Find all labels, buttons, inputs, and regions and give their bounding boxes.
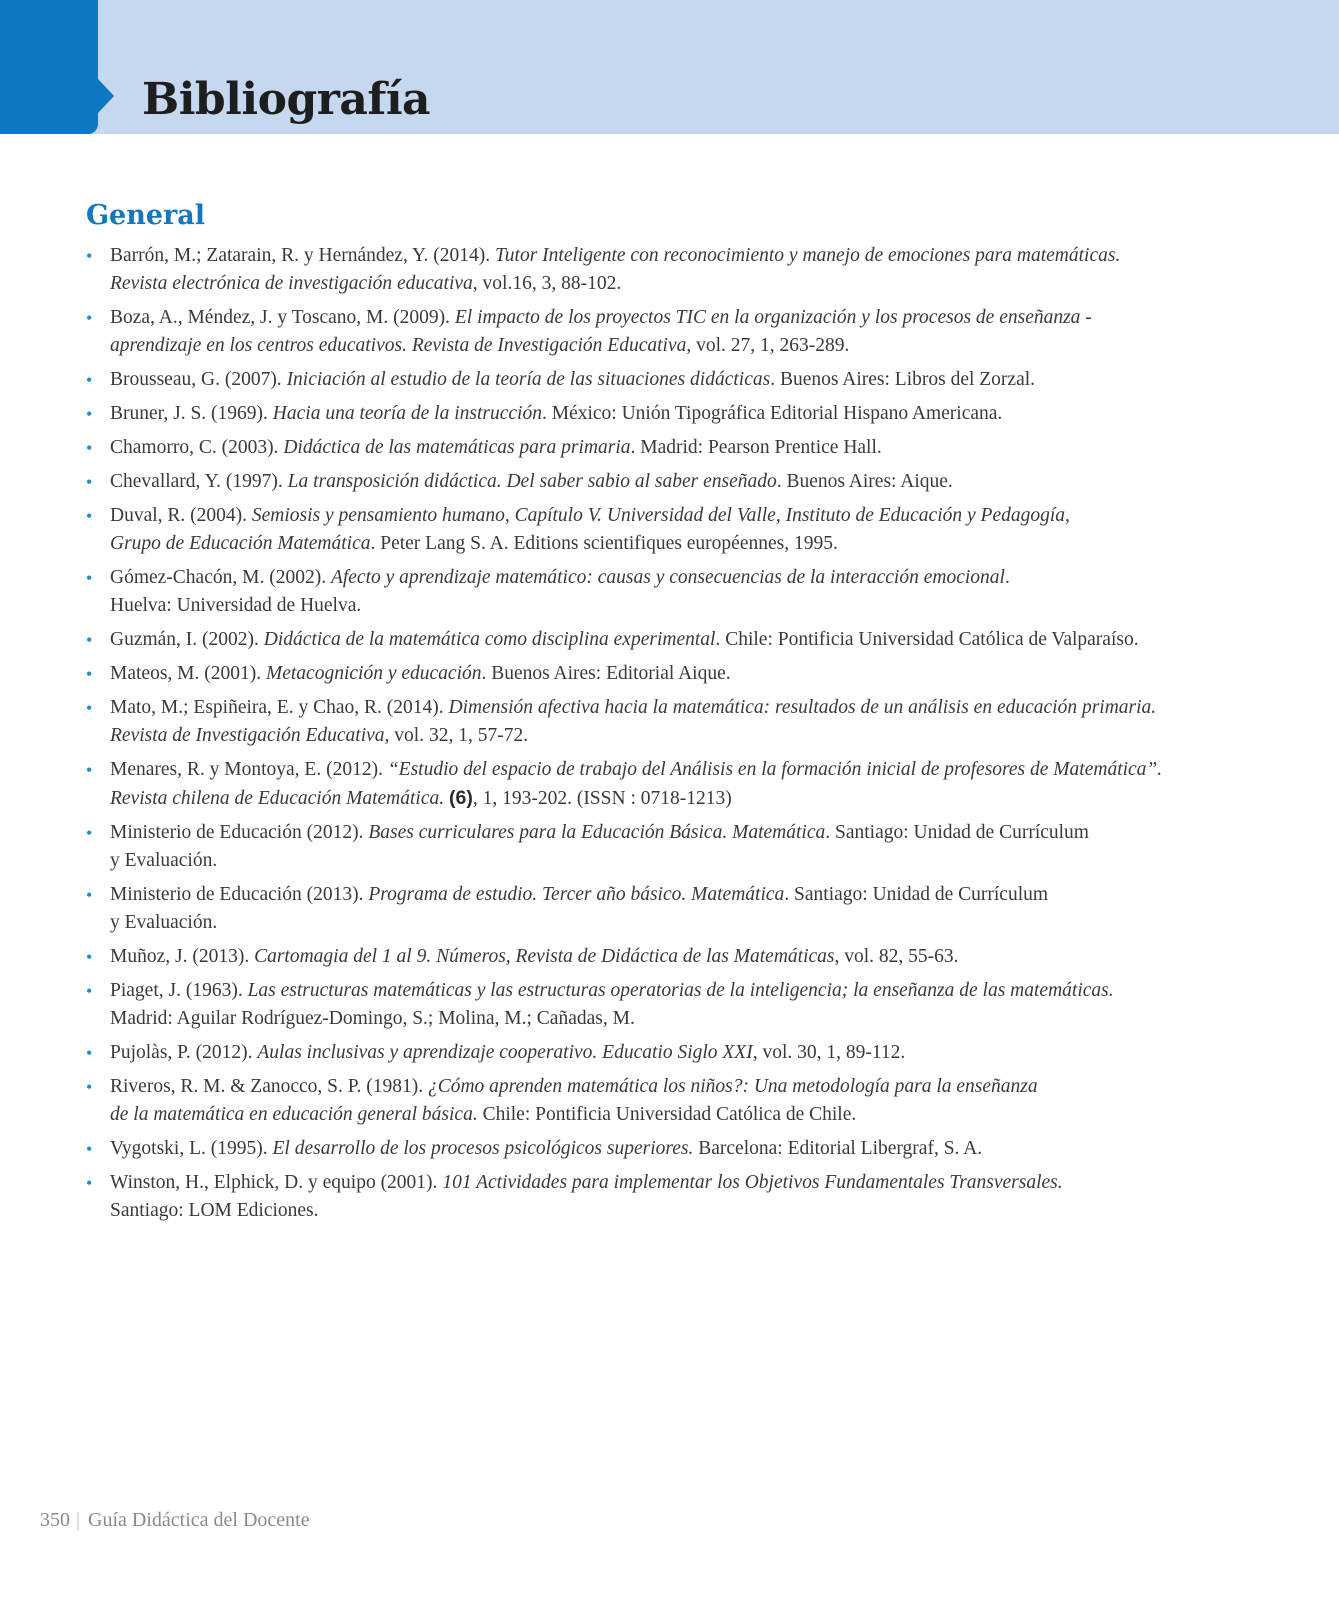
reference-item: [86, 304, 1311, 360]
reference-title-text: Hacia una teoría de la instrucción: [272, 403, 542, 424]
reference-text: Boza, A., Méndez, J. y Toscano, M. (2009).: [110, 307, 455, 328]
reference-title-text: Metacognición y educación: [265, 663, 482, 684]
reference-text: Ministerio de Educación (2013).: [110, 884, 369, 905]
reference-text: Piaget, J. (1963).: [110, 980, 248, 1001]
reference-text: Santiago: LOM Ediciones.: [110, 1200, 319, 1221]
reference-text: y Evaluación.: [110, 850, 218, 871]
reference-text: Guzmán, I. (2002).: [110, 629, 264, 650]
reference-text: Chamorro, C. (2003).: [110, 437, 284, 458]
section-heading-general: General: [86, 200, 206, 231]
reference-item: [86, 366, 1311, 394]
reference-item: [86, 1135, 1311, 1163]
page-title: Bibliografía: [142, 74, 431, 125]
reference-title-text: Cartomagia del 1 al 9. Números, Revista de Didáctica de las Matemáticas: [254, 946, 835, 967]
reference-title-text: “Estudio del espacio de trabajo del Análisis en la formación inicial de profesores de Matemática”.: [387, 759, 1163, 780]
reference-text: Ministerio de Educación (2012).: [110, 822, 369, 843]
reference-item: [86, 660, 1311, 688]
reference-title-text: ¿Cómo aprenden matemática los niños?: Una metodología para la enseñanza: [427, 1076, 1038, 1097]
reference-item: [86, 626, 1311, 654]
reference-title-text: Bases curriculares para la Educación Básica. Matemática: [368, 822, 826, 843]
reference-text: , vol. 27, 1, 263-289.: [686, 335, 850, 356]
reference-text: Mateos, M. (2001).: [110, 663, 266, 684]
reference-title-text: Tutor Inteligente con reconocimiento y manejo de emociones para matemáticas.: [495, 245, 1121, 266]
reference-item: [86, 943, 1311, 971]
reference-title-text: La transposición didáctica. Del saber sabio al saber enseñado: [287, 471, 777, 492]
reference-text: . Chile: Pontificia Universidad Católica de Valparaíso.: [715, 629, 1139, 650]
reference-text: Pujolàs, P. (2012).: [110, 1042, 258, 1063]
reference-title-text: Las estructuras matemáticas y las estructuras operatorias de la inteligencia; la enseñanza de las matemáticas.: [247, 980, 1114, 1001]
reference-title-text: Afecto y aprendizaje matemático: causas y consecuencias de la interacción emocional: [330, 567, 1005, 588]
reference-title-text: 101 Actividades para implementar los Objetivos Fundamentales Transversales.: [442, 1172, 1063, 1193]
page-footer: [40, 1506, 310, 1534]
reference-text: , vol. 30, 1, 89-112.: [752, 1042, 906, 1063]
reference-text: Winston, H., Elphick, D. y equipo (2001).: [110, 1172, 443, 1193]
reference-text: , 1, 193-202. (ISSN : 0718-1213): [472, 788, 732, 809]
reference-title-text: Didáctica de las matemáticas para primaria: [283, 437, 631, 458]
reference-text: Chevallard, Y. (1997).: [110, 471, 288, 492]
reference-title-text: aprendizaje en los centros educativos. Revista de Investigación Educativa: [110, 335, 687, 356]
reference-title-text: Programa de estudio. Tercer año básico. Matemática: [368, 884, 785, 905]
reference-title-text: Iniciación al estudio de la teoría de las situaciones didácticas: [286, 369, 771, 390]
reference-text: Muñoz, J. (2013).: [110, 946, 255, 967]
reference-item: [86, 756, 1311, 813]
reference-item: [86, 977, 1311, 1033]
reference-text: Riveros, R. M. & Zanocco, S. P. (1981).: [110, 1076, 428, 1097]
reference-item: [86, 1039, 1311, 1067]
reference-text: , vol.16, 3, 88-102.: [472, 273, 622, 294]
reference-title-text: Revista chilena de Educación Matemática.: [110, 788, 449, 809]
header-arrow-icon: [98, 79, 114, 113]
reference-text: Brousseau, G. (2007).: [110, 369, 287, 390]
reference-item: [86, 434, 1311, 462]
reference-text: Bruner, J. S. (1969).: [110, 403, 273, 424]
reference-item: [86, 400, 1311, 428]
reference-title-text: El impacto de los proyectos TIC en la organización y los procesos de enseñanza -: [454, 307, 1092, 328]
reference-title-text: Dimensión afectiva hacia la matemática: resultados de un análisis en educación primaria.: [448, 697, 1157, 718]
reference-text: . Buenos Aires: Aique.: [776, 471, 953, 492]
reference-item: [86, 881, 1311, 937]
footer-book-title: Guía Didáctica del Docente: [88, 1509, 310, 1531]
reference-text: Barrón, M.; Zatarain, R. y Hernández, Y. (2014).: [110, 245, 496, 266]
reference-item: [86, 819, 1311, 875]
reference-title-text: Revista de Investigación Educativa: [110, 725, 385, 746]
reference-text: .: [1004, 567, 1010, 588]
reference-item: [86, 564, 1311, 620]
reference-text: Barcelona: Editorial Libergraf, S. A.: [693, 1138, 983, 1159]
reference-text: Gómez-Chacón, M. (2002).: [110, 567, 331, 588]
reference-text: Madrid: Aguilar Rodríguez-Domingo, S.; Molina, M.; Cañadas, M.: [110, 1008, 635, 1029]
reference-text: . Buenos Aires: Editorial Aique.: [481, 663, 731, 684]
reference-title-text: Aulas inclusivas y aprendizaje cooperativo. Educatio Siglo XXI: [257, 1042, 753, 1063]
reference-title-text: El desarrollo de los procesos psicológicos superiores.: [272, 1138, 694, 1159]
reference-item: [86, 1073, 1311, 1129]
reference-title-text: de la matemática en educación general básica.: [110, 1104, 478, 1125]
reference-text: Duval, R. (2004).: [110, 505, 252, 526]
header-tab-marker: [0, 0, 98, 134]
footer-separator: |: [76, 1509, 81, 1531]
reference-text: , vol. 82, 55-63.: [834, 946, 959, 967]
reference-item: [86, 694, 1311, 750]
reference-text: Mato, M.; Espiñeira, E. y Chao, R. (2014).: [110, 697, 449, 718]
reference-title-text: Revista electrónica de investigación educativa: [110, 273, 473, 294]
reference-list: [86, 242, 1311, 1231]
reference-text: Vygotski, L. (1995).: [110, 1138, 273, 1159]
reference-text: . México: Unión Tipográfica Editorial Hispano Americana.: [541, 403, 1003, 424]
reference-text: Huelva: Universidad de Huelva.: [110, 595, 362, 616]
reference-text: . Peter Lang S. A. Editions scientifiques européennes, 1995.: [370, 533, 838, 554]
reference-text: Chile: Pontificia Universidad Católica de Chile.: [477, 1104, 857, 1125]
reference-item: [86, 242, 1311, 298]
page-number: 350: [40, 1509, 70, 1531]
reference-item: [86, 468, 1311, 496]
reference-text: . Buenos Aires: Libros del Zorzal.: [770, 369, 1036, 390]
reference-title-text: Semiosis y pensamiento humano, Capítulo V. Universidad del Valle, Instituto de Educación y Pedagogía,: [251, 505, 1070, 526]
reference-title-text: Didáctica de la matemática como disciplina experimental: [263, 629, 716, 650]
reference-text: . Madrid: Pearson Prentice Hall.: [630, 437, 882, 458]
reference-text: , vol. 32, 1, 57-72.: [384, 725, 529, 746]
reference-title-text: Grupo de Educación Matemática: [110, 533, 371, 554]
reference-issue-text: (6): [448, 787, 473, 809]
reference-item: [86, 502, 1311, 558]
reference-text: . Santiago: Unidad de Currículum: [825, 822, 1089, 843]
reference-item: [86, 1169, 1311, 1225]
reference-text: y Evaluación.: [110, 912, 218, 933]
reference-text: . Santiago: Unidad de Currículum: [784, 884, 1049, 905]
reference-text: Menares, R. y Montoya, E. (2012).: [110, 759, 388, 780]
